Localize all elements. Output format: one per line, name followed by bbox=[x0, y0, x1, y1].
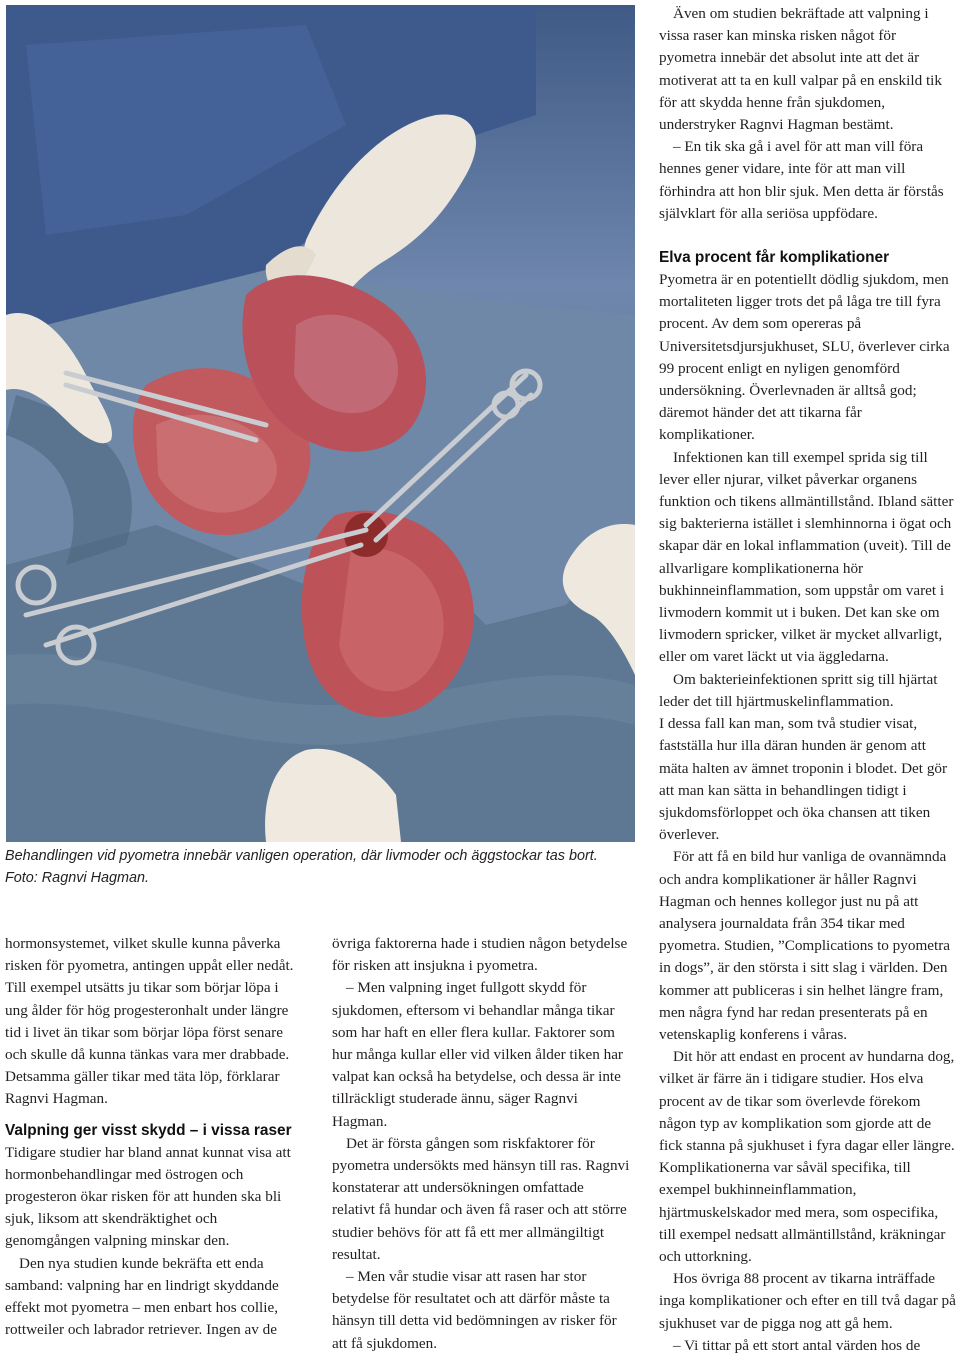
paragraph: – Vi tittar på ett stort antal värden hos de bbox=[673, 1336, 921, 1354]
paragraph: I dessa fall kan man, som två studier visat, fastställa hur illa däran hunden är genom att mäta halten av ämnet troponin i blodet. Det gör att man kan sätta in behandlingen tidigt i sjukdomsförloppet och öka chansen att tiken överlever. bbox=[659, 715, 948, 844]
paragraph: övriga faktorerna hade i studien någon betydelse för risken att insjukna i pyometra. bbox=[332, 935, 628, 975]
paragraph: Om bakterieinfektionen spritt sig till hjärtat leder det till hjärtmuskelinflammation. bbox=[659, 670, 938, 710]
paragraph: hormonsystemet, vilket skulle kunna påverka risken för pyometra, antingen uppåt eller nedåt. Till exempel utsätts ju tikar som börjar löpa i ung ålder för hög progesteronhalt under längre tid i livet än tikar som börjar löpa först senare och skulle då kunna tänkas vara mer drabbade. Detsamma gäller tikar med täta löp, förklarar Ragnvi Hagman. bbox=[5, 935, 294, 1108]
paragraph: Den nya studien kunde bekräfta ett enda samband: valpning har en lindrigt skyddande effekt mot pyometra – men enbart hos collie, rottweiler och labrador retriever. Ingen av de bbox=[5, 1254, 279, 1339]
paragraph: Pyometra är en potentiellt dödlig sjukdom, men mortaliteten ligger trots det på låga tre till fyra procent. Av dem som opereras på Universitetsdjursjukhuset, SLU, överlever cirka 99 procent enligt en nyligen genomförd undersökning. Överlevnaden är alltså god; däremot händer det att tikarna får komplikationer. bbox=[659, 271, 950, 444]
paragraph: För att få en bild hur vanliga de ovannämnda och andra komplikationer är håller Ragnvi Hagman och hennes kollegor just nu på att analysera journaldata från 354 tikar med pyometra. Studien, ”Complications to pyometra in dogs”, är den största i sitt slag i världen. Den kommer att publiceras i sin helhet längre fram, men några fynd har redan presenterats på en vetenskaplig konferens i våras. bbox=[659, 848, 951, 1043]
paragraph: Även om studien bekräftade att valpning i vissa raser kan minska risken något för pyometra innebär det absolut inte att det är motiverat att ta en kull valpar på en enskild tik för att skydda henne från sjukdomen, understryker Ragnvi Hagman bestämt. bbox=[659, 5, 942, 134]
section-heading: Elva procent får komplikationer bbox=[659, 249, 890, 267]
paragraph: – En tik ska gå i avel för att man vill föra hennes gener vidare, inte för att man vill förhindra att hon blir sjuk. Men detta är förstås självklart för alla seriösa uppfödare. bbox=[659, 138, 944, 222]
section-heading: Valpning ger visst skydd – i vissa raser bbox=[5, 1121, 292, 1139]
right-column bbox=[659, 3, 957, 1357]
surgery-illustration bbox=[6, 5, 635, 842]
paragraph: Tidigare studier har bland annat kunnat visa att hormonbehandlingar med östrogen och progesteron ökar risken för att hunden ska bli sjuk, liksom att skendräktighet och genomgången valpning minskar den. bbox=[5, 1143, 291, 1250]
photo-caption bbox=[5, 846, 635, 889]
middle-column bbox=[332, 933, 630, 1355]
paragraph: Hos övriga 88 procent av tikarna inträffade inga komplikationer och efter en till två dagar på sjukhuset var de pigga nog att gå hem. bbox=[659, 1270, 956, 1332]
paragraph: Infektionen kan till exempel sprida sig till lever eller njurar, vilket påverkar organens funktion och tikens allmäntillstånd. Ibland sätter sig bakterierna istället i slemhinnorna i ögat och skapar där en lokal inflammation (uveit). Till de allvarligare komplikationerna hör bukhinneinflammation, som uppstår om varet i livmodern kommit ut i buken. Det kan ske om livmodern spricker, vilket är mycket allvarligt, eller om varet läckt ut via äggledarna. bbox=[659, 448, 954, 666]
surgery-photo bbox=[6, 5, 635, 842]
paragraph: Det är första gången som riskfaktorer för pyometra undersökts med hänsyn till ras. Ragnvi konstaterar att undersökningen omfattade relativt få hundar och även få raser och att större studier behövs för att få ett mer allmängiltigt resultat. bbox=[332, 1134, 630, 1263]
paragraph: – Men vår studie visar att rasen har stor betydelse för resultatet och att därför måste ta hänsyn till detta vid bedömningen av risker för att få sjukdomen. bbox=[332, 1268, 617, 1352]
left-column bbox=[5, 933, 303, 1341]
caption-text: Behandlingen vid pyometra innebär vanligen operation, där livmoder och äggstockar tas bort. bbox=[5, 848, 598, 864]
caption-credit: Foto: Ragnvi Hagman. bbox=[5, 869, 149, 886]
paragraph: – Men valpning inget fullgott skydd för sjukdomen, eftersom vi behandlar många tikar som har haft en eller flera kullar. Faktorer som hur många kullar eller vid vilken ålder tiken har valpat kan också ha betydelse, och dessa är inte tillräckligt studerade ännu, säger Ragnvi Hagman. bbox=[332, 979, 623, 1130]
paragraph: Dit hör att endast en procent av hundarna dog, vilket är färre än i tidigare studier. Hos elva procent av de tikar som överlevde förekom någon typ av komplikation som gjorde att de fick stanna på sjukhuset i fyra dagar eller längre. Komplikationerna var såväl specifika, till exempel bukhinneinflammation, hjärtmuskelskador med mera, som ospecifika, till exempel nedsatt allmäntillstånd, kräkningar och uttorkning. bbox=[659, 1048, 955, 1265]
